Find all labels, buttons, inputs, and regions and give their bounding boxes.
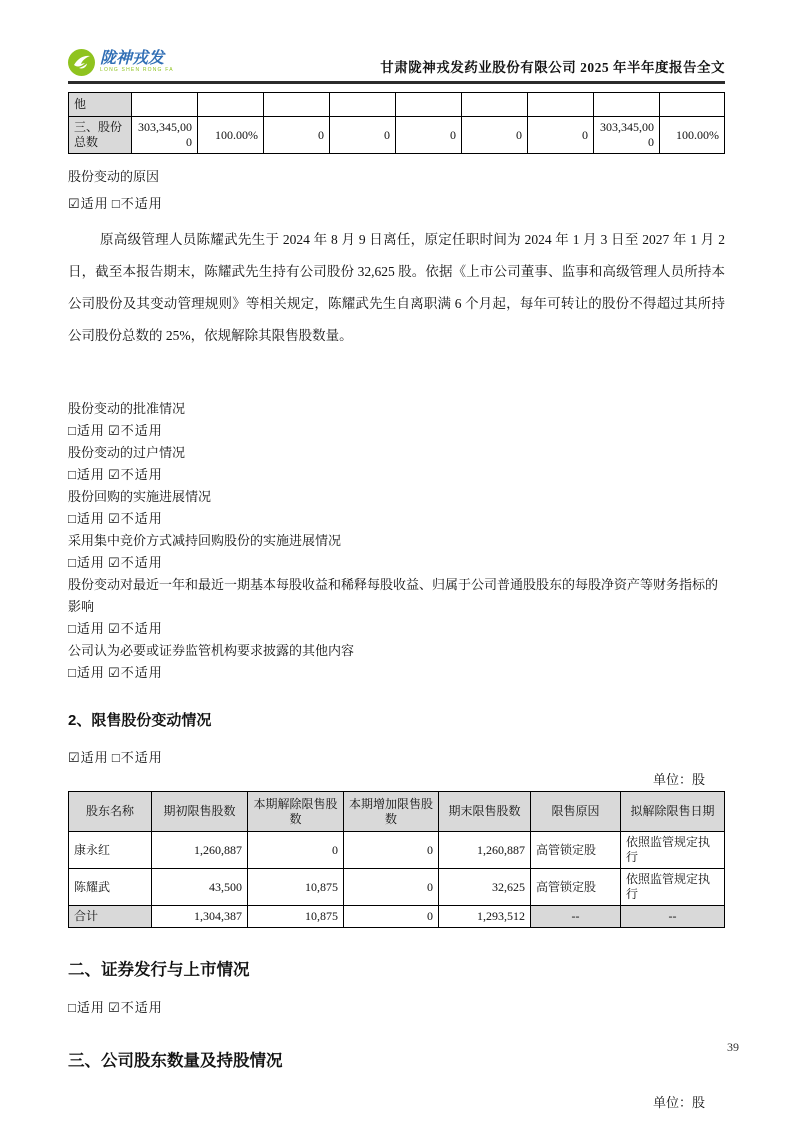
checkbox-checked-icon: ☑适用 xyxy=(68,196,109,211)
table-cell: 0 xyxy=(396,117,462,154)
table-cell: 303,345,000 xyxy=(132,117,198,154)
table-cell: 43,500 xyxy=(152,869,248,906)
column-header: 期末限售股数 xyxy=(439,792,531,832)
applicability-line xyxy=(68,420,725,442)
table-cell: 0 xyxy=(528,117,594,154)
section-heading-restricted-shares: 2、限售股份变动情况 xyxy=(68,712,212,729)
table-cell: 0 xyxy=(344,906,439,928)
table-cell: 合计 xyxy=(69,906,152,928)
table-cell: 100.00% xyxy=(660,117,725,154)
table-row xyxy=(69,117,725,154)
table-cell xyxy=(660,93,725,117)
table-cell: 100.00% xyxy=(198,117,264,154)
table-cell: 1,260,887 xyxy=(439,832,531,869)
column-header: 期初限售股数 xyxy=(152,792,248,832)
table-cell: 32,625 xyxy=(439,869,531,906)
table-cell: 0 xyxy=(264,117,330,154)
checkbox-checked-icon: ☑不适用 xyxy=(108,467,163,482)
table-cell: 0 xyxy=(330,117,396,154)
checkbox-checked-icon: ☑不适用 xyxy=(108,621,163,636)
restricted-shares-table xyxy=(68,791,725,928)
report-title: 甘肃陇神戎发药业股份有限公司 2025 年半年度报告全文 xyxy=(380,60,725,75)
table-cell xyxy=(264,93,330,117)
reason-paragraph: 原高级管理人员陈耀武先生于 2024 年 8 月 9 日离任，原定任职时间为 2024 年 1 月 3 日至 2027 年 1 月 2 日，截至本报告期末，陈耀武先生持有公司股份 32,625 股。依据《上市公司董事、监事和高级管理人员所持本公司股份及其变动管理规则》等相关规定，陈耀武先生自离职满 6 个月起，每年可转让的股份不得超过其所持公司股份总数的 25%，依规解除其限售股数量。 xyxy=(68,232,725,343)
share-structure-table xyxy=(68,92,725,154)
table-cell: 0 xyxy=(462,117,528,154)
table-cell: 0 xyxy=(248,832,344,869)
table-cell: -- xyxy=(531,906,621,928)
page-number: 39 xyxy=(727,1040,739,1054)
table-cell: 依照监管规定执行 xyxy=(621,869,725,906)
checkbox-unchecked-icon: □适用 xyxy=(68,665,105,680)
field-title: 采用集中竞价方式减持回购股份的实施进展情况 xyxy=(68,533,342,548)
table-cell: 10,875 xyxy=(248,869,344,906)
checkbox-checked-icon: ☑不适用 xyxy=(108,555,163,570)
checkbox-unchecked-icon: □适用 xyxy=(68,467,105,482)
table-cell xyxy=(198,93,264,117)
applicability-line xyxy=(68,747,725,769)
table-cell: 1,304,387 xyxy=(152,906,248,928)
field-title: 股份变动的批准情况 xyxy=(68,401,186,416)
table-cell: 0 xyxy=(344,832,439,869)
company-logo xyxy=(68,49,174,76)
table-cell: 陈耀武 xyxy=(69,869,152,906)
table-cell: 依照监管规定执行 xyxy=(621,832,725,869)
table-cell xyxy=(132,93,198,117)
table-cell xyxy=(528,93,594,117)
applicability-line xyxy=(68,464,725,486)
column-header: 限售原因 xyxy=(531,792,621,832)
applicability-line xyxy=(68,193,725,215)
column-header: 股东名称 xyxy=(69,792,152,832)
table-cell xyxy=(594,93,660,117)
table-cell: 1,293,512 xyxy=(439,906,531,928)
table-cell xyxy=(330,93,396,117)
brand-name-en: LONG SHEN RONG FA xyxy=(100,67,174,73)
checkbox-unchecked-icon: □适用 xyxy=(68,423,105,438)
applicability-line xyxy=(68,618,725,640)
field-title: 股份回购的实施进展情况 xyxy=(68,489,212,504)
section-heading-securities-issuance: 二、证券发行与上市情况 xyxy=(68,961,250,979)
table-cell: 1,260,887 xyxy=(152,832,248,869)
table-cell: -- xyxy=(621,906,725,928)
checkbox-unchecked-icon: □适用 xyxy=(68,621,105,636)
table-total-row xyxy=(69,906,725,928)
column-header: 拟解除限售日期 xyxy=(621,792,725,832)
section-heading-shareholders: 三、公司股东数量及持股情况 xyxy=(68,1052,283,1070)
field-title: 公司认为必要或证券监管机构要求披露的其他内容 xyxy=(68,643,355,658)
page-header xyxy=(68,46,725,84)
table-cell: 三、股份总数 xyxy=(69,117,132,154)
table-cell: 0 xyxy=(344,869,439,906)
checkbox-unchecked-icon: □不适用 xyxy=(111,196,163,211)
table-cell: 高管锁定股 xyxy=(531,869,621,906)
field-title: 股份变动对最近一年和最近一期基本每股收益和稀释每股收益、归属于公司普通股股东的每股净资产等财务指标的影响 xyxy=(68,577,719,614)
table-cell: 10,875 xyxy=(248,906,344,928)
checkbox-checked-icon: ☑不适用 xyxy=(108,1000,163,1015)
column-header: 本期解除限售股数 xyxy=(248,792,344,832)
table-cell xyxy=(396,93,462,117)
table-cell xyxy=(462,93,528,117)
table-cell: 高管锁定股 xyxy=(531,832,621,869)
unit-label: 单位：股 xyxy=(652,772,705,787)
brand-name-cn: 陇神戎发 xyxy=(100,50,165,67)
table-row xyxy=(69,93,725,117)
field-title: 股份变动的原因 xyxy=(68,169,160,184)
checkbox-unchecked-icon: □适用 xyxy=(68,511,105,526)
table-header-row xyxy=(69,792,725,832)
table-row xyxy=(69,869,725,906)
table-cell: 他 xyxy=(69,93,132,117)
table-row xyxy=(69,832,725,869)
column-header: 本期增加限售股数 xyxy=(344,792,439,832)
checkbox-checked-icon: ☑不适用 xyxy=(108,423,163,438)
checkbox-unchecked-icon: □适用 xyxy=(68,1000,105,1015)
applicability-line xyxy=(68,997,725,1019)
checkbox-checked-icon: ☑适用 xyxy=(68,750,109,765)
field-title: 股份变动的过户情况 xyxy=(68,445,186,460)
checkbox-checked-icon: ☑不适用 xyxy=(108,665,163,680)
unit-label: 单位：股 xyxy=(652,1095,705,1110)
applicability-line xyxy=(68,552,725,574)
table-cell: 康永红 xyxy=(69,832,152,869)
checkbox-unchecked-icon: □不适用 xyxy=(111,750,163,765)
checkbox-checked-icon: ☑不适用 xyxy=(108,511,163,526)
table-cell: 303,345,000 xyxy=(594,117,660,154)
checkbox-unchecked-icon: □适用 xyxy=(68,555,105,570)
applicability-line xyxy=(68,508,725,530)
logo-bird-icon xyxy=(68,49,95,76)
applicability-line xyxy=(68,662,725,684)
